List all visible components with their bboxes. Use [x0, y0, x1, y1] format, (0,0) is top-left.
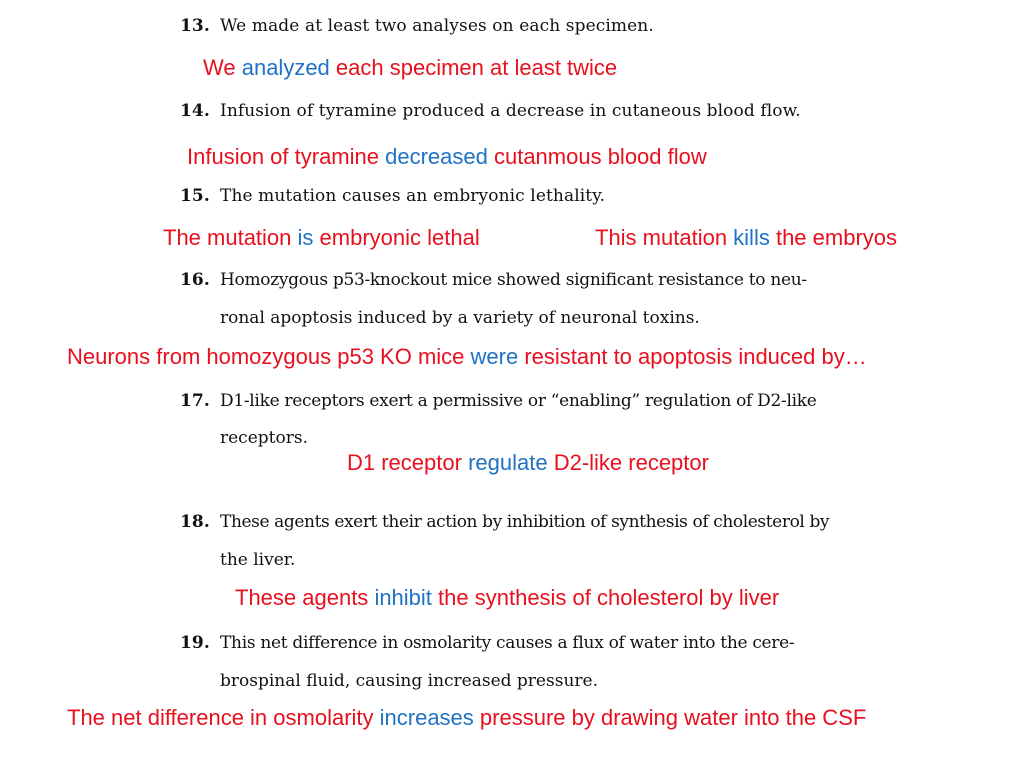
rewrite-verb: is	[297, 225, 314, 250]
rewrite-verb: inhibit	[374, 585, 432, 610]
rewrite-after: the synthesis of cholesterol by liver	[431, 585, 780, 610]
rewrite-after: cutanmous blood flow	[487, 144, 707, 169]
item-19-original-continuation: brospinal fluid, causing increased pressure.	[220, 671, 598, 691]
rewrite-before: Neurons from homozygous p53 KO mice	[67, 344, 471, 369]
item-18-rewrite	[235, 585, 779, 611]
item-17-rewrite	[347, 450, 709, 476]
rewrite-after: D2-like receptor	[547, 450, 709, 475]
rewrite-verb: were	[470, 344, 519, 369]
item-15-original	[180, 186, 605, 206]
item-16-original-continuation: ronal apoptosis induced by a variety of neuronal toxins.	[220, 308, 700, 328]
rewrite-verb: regulate	[468, 450, 548, 475]
rewrite-after: pressure by drawing water into the CSF	[473, 705, 867, 730]
original-sentence: We made at least two analyses on each specimen.	[220, 16, 654, 36]
item-15-rewrite-b	[595, 225, 897, 251]
item-14-original	[180, 101, 801, 121]
item-number: 15.	[180, 186, 210, 206]
rewrite-before: This mutation	[595, 225, 734, 250]
rewrite-verb: analyzed	[241, 55, 330, 80]
rewrite-after: the embryos	[769, 225, 898, 250]
rewrite-verb: increases	[379, 705, 474, 730]
item-19-rewrite	[67, 705, 866, 731]
item-14-rewrite	[187, 144, 707, 170]
rewrite-before: These agents	[235, 585, 375, 610]
item-17-original	[180, 391, 816, 411]
item-17-original-continuation: receptors.	[220, 428, 308, 448]
item-number: 13.	[180, 16, 210, 36]
item-number: 14.	[180, 101, 210, 121]
item-18-original	[180, 512, 829, 532]
rewrite-after: embryonic lethal	[313, 225, 480, 250]
item-number: 16.	[180, 270, 210, 290]
item-18-original-continuation: the liver.	[220, 550, 296, 570]
rewrite-after: each specimen at least twice	[329, 55, 618, 80]
original-sentence: Infusion of tyramine produced a decrease in cutaneous blood flow.	[220, 101, 801, 121]
item-16-original	[180, 270, 807, 290]
item-number: 17.	[180, 391, 210, 411]
item-15-rewrite-a	[163, 225, 480, 251]
original-sentence: Homozygous p53-knockout mice showed significant resistance to neu-	[220, 270, 807, 290]
rewrite-verb: decreased	[385, 144, 488, 169]
rewrite-before: We	[203, 55, 242, 80]
original-sentence: This net difference in osmolarity causes a flux of water into the cere-	[220, 633, 795, 653]
original-sentence: The mutation causes an embryonic lethality.	[220, 186, 606, 206]
item-number: 18.	[180, 512, 210, 532]
original-sentence: These agents exert their action by inhibition of synthesis of cholesterol by	[220, 512, 830, 532]
item-number: 19.	[180, 633, 210, 653]
rewrite-verb: kills	[733, 225, 770, 250]
rewrite-after: resistant to apoptosis induced by…	[518, 344, 867, 369]
item-13-original	[180, 16, 740, 36]
item-13-rewrite	[203, 55, 617, 81]
original-sentence: D1-like receptors exert a permissive or “enabling” regulation of D2-like	[220, 391, 817, 411]
rewrite-before: The mutation	[163, 225, 298, 250]
rewrite-before: Infusion of tyramine	[187, 144, 386, 169]
item-19-original	[180, 633, 794, 653]
rewrite-before: The net difference in osmolarity	[67, 705, 380, 730]
item-16-rewrite	[67, 344, 867, 370]
rewrite-before: D1 receptor	[347, 450, 469, 475]
